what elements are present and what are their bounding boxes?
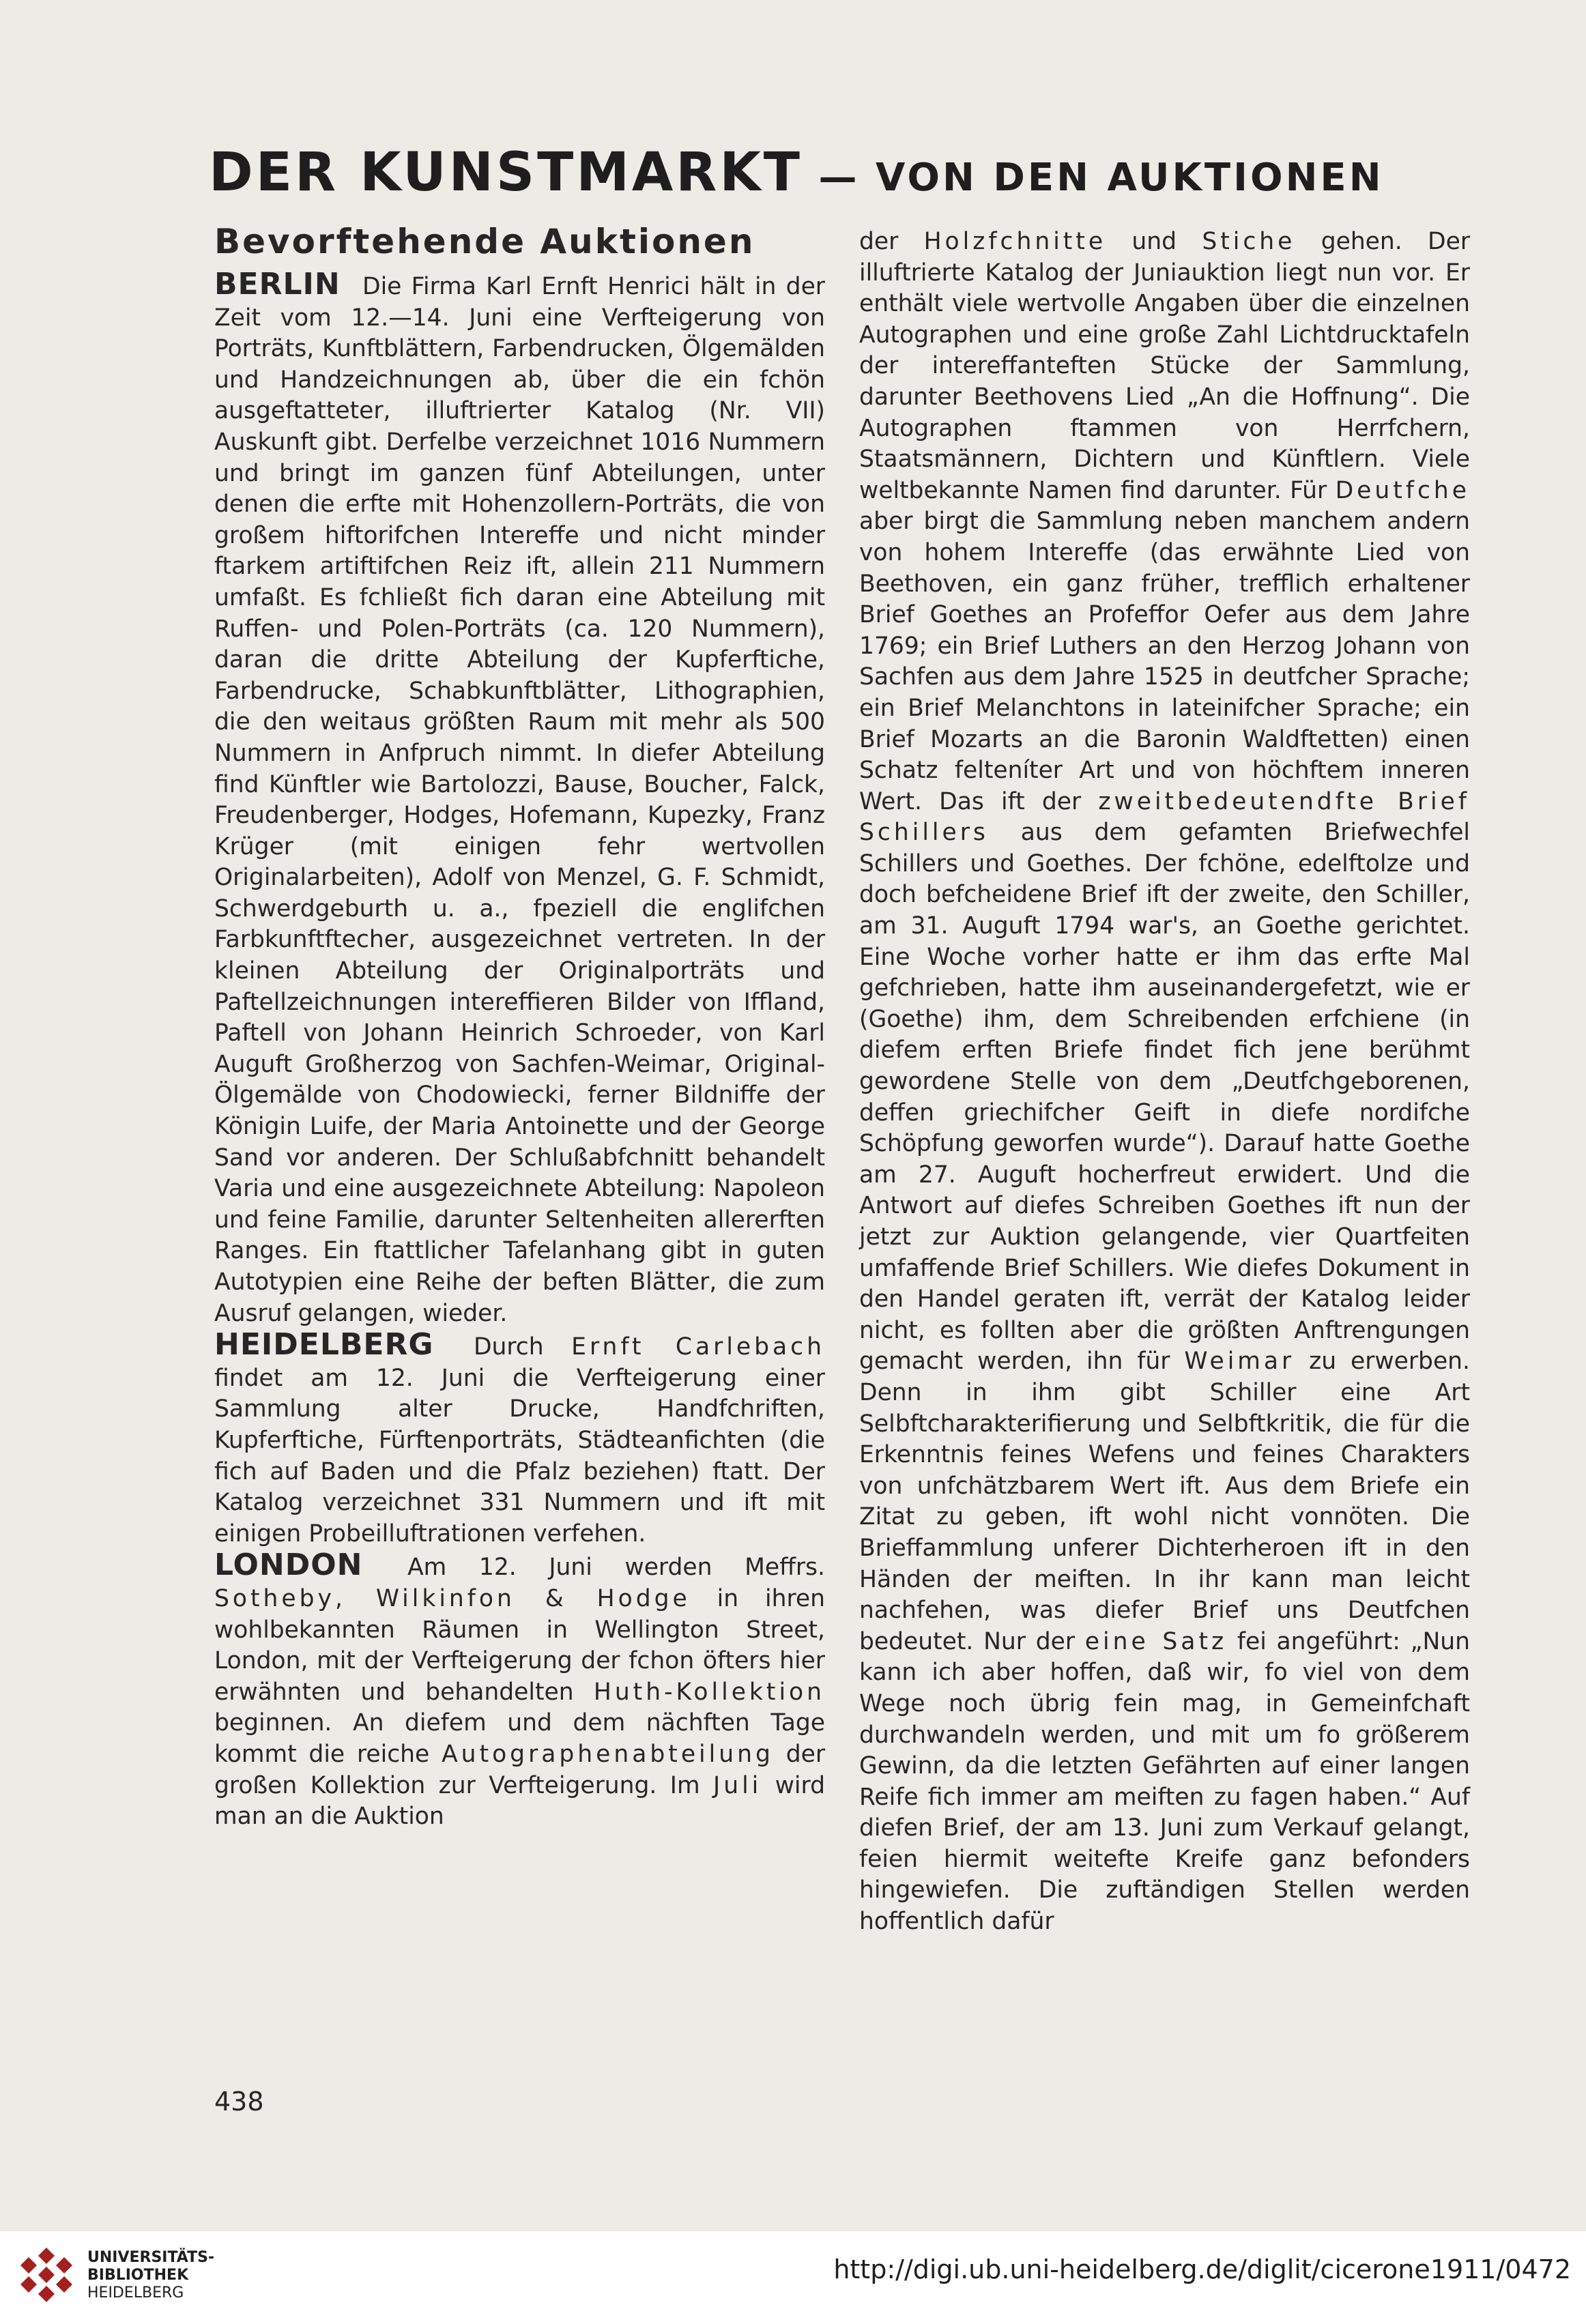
left-column [214,220,825,1833]
header-separator: — [803,156,876,200]
section-heading: Bevorftehende Auktionen [214,222,755,261]
city-heading-london: LONDON [214,1548,363,1583]
page-header [209,142,1471,203]
right-column-text [859,227,1470,1938]
right-one-sentence: eine Satz [1084,1627,1228,1655]
london-collection: Huth-Kollektion [593,1678,825,1706]
library-name-line-1: UNIVERSITÄTS- [87,2249,215,2266]
digitization-footer [0,2231,1586,2324]
right-text-e: aus dem gefamten Briefwechfel Schillers und Goethes. Der fchöne, edelftolze und doch befcheidene Brief ift der zweite, den Schiller, am 31. Auguft 1794 war's, an Goethe gerichtet. Eine Woche vorher hatte er ihm das erfte Mal gefchrieben, hatte ihm auseinandergefetzt, wie er (Goethe) ihm, dem Schreibenden erfchiene (in diefem erften Briefe findet fich jene berühmt gewordene Stelle von dem „Deutfchgeborenen, deffen griechifcher Geift in diefe nordifche Schöpfung geworfen wurde“). Darauf hatte Goethe am 27. Auguft hocherfreut erwidert. Und die Antwort auf diefes Schreiben Goethes ift nun der jetzt zur Auktion gelangende, vier Quartfeiten umfaffende Brief Schillers. Wie diefes Dokument in den Handel geraten ift, verrät der Katalog leider nicht, es follten aber die größten Anftrengungen gemacht werden, ihn für [859,819,1471,1376]
university-library-logo-icon [15,2243,78,2306]
library-name-line-3: HEIDELBERG [87,2284,184,2301]
right-schiller: Schillers [859,819,989,847]
berlin-paragraph [214,269,825,1329]
london-text-b: beginnen. An diefem und dem nächften Tage kommt die reiche [214,1709,825,1768]
right-weimar: Weimar [1184,1348,1295,1376]
right-text-d: aber birgt die Sammlung neben manchem andern von hohem Intereffe (das erwähnte Lied von Beethoven, ein ganz früher, trefflich erhaltener Brief Goethes an Profeffor Oefer aus dem Jahre 1769; ein Brief Luthers an den Herzog Johann von Sachfen aus dem Jahre 1525 in deutfcher Sprache; ein Brief Melanchtons in lateinifcher Sprache; ein Brief Mozarts an die Baronin Waldftetten) einen Schatz felteníter Art und von höchftem inneren Wert. Das ift der [859,508,1470,815]
page-number: 438 [214,2087,264,2117]
header-title: DER KUNSTMARKT [209,142,803,203]
heidelberg-lead: Durch [473,1333,544,1361]
right-text-a: der [859,228,899,255]
heidelberg-text: findet am 12. Juni die Verfteigerung einer Sammlung alter Drucke, Handfchriften, Kupferftiche, Fürftenporträts, Städteanfichten (die fich auf Baden und die Pfalz beziehen) ftatt. Der Katalog verzeichnet 331 Nummern und ift mit einigen Probeilluftrationen verfehen. [214,1364,825,1548]
berlin-text: Die Firma Karl Ernft Henrici hält in der Zeit vom 12.—14. Juni eine Verfteigerung von Porträts, Kunftblättern, Farbendrucken, Ölgemälden und Handzeichnungen ab, über die ein fchön ausgeftatteter, illuftrierter Katalog (Nr. VII) Auskunft gibt. Derfelbe verzeichnet 1016 Nummern und bringt im ganzen fünf Abteilungen, unter denen die erfte mit Hohenzollern-Porträts, die von großem hiftorifchen Intereffe und nicht minder ftarkem artiftifchen Reiz ift, allein 211 Nummern umfaßt. Es fchließt fich daran eine Abteilung mit Ruffen- und Polen-Porträts (ca. 120 Nummern), daran die dritte Abteilung der Kupferftiche, Farbendrucke, Schabkunftblätter, Lithographien, die den weitaus größten Raum mit mehr als 500 Nummern in Anfpruch nimmt. In diefer Abteilung find Künftler wie Bartolozzi, Bause, Boucher, Falck, Freudenberger, Hodges, Hofemann, Kupezky, Franz Krüger (mit einigen fehr wertvollen Originalarbeiten), Adolf von Menzel, G. F. Schmidt, Schwerdgeburth u. a., fpeziell die englifchen Farbkunftftecher, ausgezeichnet vertreten. In der kleinen Abteilung der Originalporträts und Paftellzeichnungen intereffieren Bilder von Iffland, Paftell von Johann Heinrich Schroeder, von Karl Auguft Großherzog von Sachfen-Weimar, Original-Ölgemälde von Chodowiecki, ferner Bildniffe der Königin Luife, der Maria Antoinette und der George Sand vor anderen. Der Schlußabfchnitt behandelt Varia und eine ausgezeichnete Abteilung: Napoleon und feine Familie, darunter Seltenheiten allererften Ranges. Ein ftattlicher Tafelanhang gibt in guten Autotypien eine Reihe der beften Blätter, die zum Ausruf gelangen, wieder. [214,273,825,1327]
header-subtitle: VON DEN AUKTIONEN [876,156,1384,200]
source-url-link[interactable]: http://digi.ub.uni-heidelberg.de/diglit/cicerone1911/0472 [833,2254,1571,2284]
london-lead: Am 12. Juni werden Meffrs. [407,1554,825,1582]
right-text-b: und [1131,228,1177,255]
right-germans: Deutfche [1335,476,1470,504]
right-column [859,227,1470,1938]
right-woodcuts: Holzfchnitte [923,228,1107,255]
city-heading-heidelberg: HEIDELBERG [214,1327,434,1363]
heidelberg-paragraph [214,1329,825,1550]
london-firm: Sotheby, Wilkinfon & Hodge [214,1584,691,1612]
london-text-c: der großen Kollektion zur Verfteigerung. Im [214,1740,825,1799]
right-text-c: gehen. Der illuftrierte Katalog der Juniauktion liegt nun vor. Er enthält viele wertvolle Angaben über die einzelnen Autographen und eine große Zahl Lichtdrucktafeln der intereffanteften Stücke der Sammlung, darunter Beethovens Lied „An die Hoffnung“. Die Autographen ftammen von Herrfchern, Staatsmännern, Dichtern und Künftlern. Viele weltbekannte Namen find darunter. Für [859,228,1471,504]
london-paragraph [214,1550,825,1832]
london-july: Juli [713,1771,762,1799]
london-autographs: Autographenabteilung [442,1740,774,1768]
right-text-f: zu erwerben. Denn in ihm gibt Schiller eine Art Selbftcharakterifierung und Selbftkritik, die für die Erkenntnis feines Wefens und feines Charakters von unfchätzbarem Wert ift. Aus dem Briefe ein Zitat zu geben, ift wohl nicht vonnöten. Die Brieffammlung unferer Dichterheroen ift in den Händen der meiften. In ihr kann man leicht nachfehen, was diefer Brief uns Deutfchen bedeutet. Nur der [859,1348,1471,1655]
heidelberg-dealer-name: Ernft Carlebach [571,1333,826,1361]
right-engravings: Stiche [1202,228,1296,255]
right-second-letter: zweitbedeutendfte Brief [1098,787,1470,815]
library-name-line-2: BIBLIOTHEK [87,2267,189,2284]
library-name [87,2249,214,2302]
city-heading-berlin: BERLIN [214,267,341,302]
right-text-g: fei angeführt: „Nun kann ich aber hoffen, daß wir, fo viel von dem Wege noch übrig fein mag, in Gemeinfchaft durchwandeln werden, und mit um fo größerem Gewinn, da die letzten Gefährten auf einer langen Reife fich immer am meiften zu fagen haben.“ Auf diefen Brief, der am 13. Juni zum Verkauf gelangt, feien hiermit weitefte Kreife ganz befonders hingewiefen. Die zuftändigen Stellen werden hoffentlich dafür [859,1627,1471,1936]
london-text-d: wird man an die Auktion [214,1771,825,1831]
london-text-a: in ihren wohlbekannten Räumen in Wellington Street, London, mit der Verfteigerung der fchon öfters hier erwähnten und behandelten [214,1584,826,1706]
